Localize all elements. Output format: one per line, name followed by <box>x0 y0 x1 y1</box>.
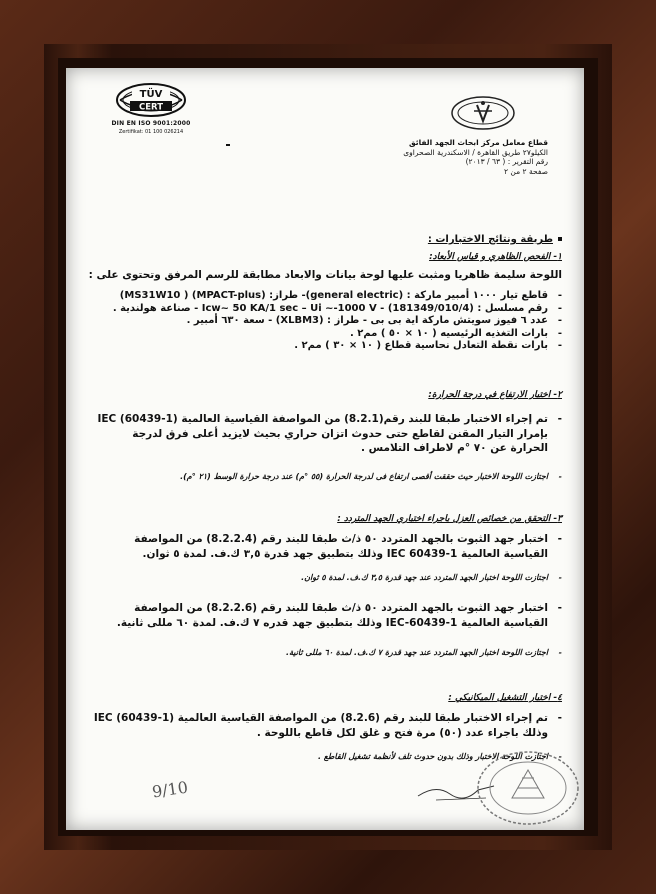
cert-standard: DIN EN ISO 9001:2000 <box>111 120 191 127</box>
handwritten-note: 9/10 <box>150 777 190 802</box>
svg-text:CERT: CERT <box>138 102 164 113</box>
institution-seal-logo <box>450 94 516 132</box>
section-1-list <box>113 290 562 353</box>
org-line-1: قطاع معامل مركز ابحاث الجهد الفائق <box>409 138 548 147</box>
section-2-paragraph: - تم إجراء الاختبار طبقا للبند رقم(8.2.1) من المواصفة القياسية العالمية IEC (60439-1) بإمرار التيار المقنن لقاطع حتى حدوث اتزان حراري بحيث لايزيد أعلى فرق لدرجة الحرارة عن ٧٠ °م لاطراف التلامس . <box>92 412 562 456</box>
section-3-paragraph-1: - اختبار جهد الثبوت بالجهد المتردد ٥٠ ذ/ث طبقا للبند رقم (8.2.2.4) من المواصفة القياسية العالمية IEC 60439-1 وذلك بتطبيق جهد قدرة ٣,٥ ك.ف. لمدة ٥ ثوان. <box>92 532 562 561</box>
section-2-result: - اجتازت اللوحة الاختبار حيث حققت أقصى ارتفاع فى لدرجة الحرارة (٥٥ °م) عند درجة حرارة الوسط (٢١ °م). <box>180 472 562 481</box>
section-4-paragraph: - تم إجراء الاختبار طبقا للبند رقم (8.2.6) من المواصفة القياسية العالمية IEC (60439-1) وذلك باجراء عدد (٥٠) مرة فتح و غلق لكل قاطع باللوحة . <box>88 711 562 740</box>
official-stamp-icon <box>472 748 584 828</box>
institution-header <box>348 138 548 176</box>
list-item: - قاطع تيار ١٠٠٠ أمبير ماركة : (general electric)- طراز: (MPACT-plus) ( MS31W10) <box>113 290 562 303</box>
section-4-result: - اجتازت اللوحة الاختبار وذلك بدون حدوث تلف لأنظمة تشغيل القاطع . <box>318 752 562 761</box>
section-2-heading: ٢- اختبار الارتفاع في درجة الحرارة: <box>428 390 562 400</box>
list-item: - رقم مسلسل : (181349/010/4) - Icw~ 50 KA/1 sec – Ui ~-1000 V - صناعة هولندية . <box>113 303 562 316</box>
document-page <box>66 68 584 830</box>
list-item: - بارات التغذيه الرئيسيه ( ١٠ × ٥٠ ) مم٢ . <box>113 328 562 341</box>
cert-number: Zertifikat: 01 100 026214 <box>118 129 184 135</box>
main-heading: طريقة ونتائج الاختبارات : <box>428 234 562 245</box>
list-item: - بارات نقطة التعادل نحاسية قطاع ( ١٠ × ٣٠ ) مم٢ . <box>113 340 562 353</box>
square-bullet-icon <box>558 237 562 241</box>
section-4-heading: ٤- اختبار التشغيل الميكانيكي : <box>448 693 562 703</box>
section-1-heading: ١- الفحص الظاهري و قياس الأبعاد: <box>429 252 562 262</box>
tuv-cert-logo <box>114 80 188 120</box>
section-1-intro: اللوحة سليمة ظاهريا ومثبت عليها لوحة بيانات والابعاد مطابقة للرسم المرفق وتحتوى على : <box>88 269 562 281</box>
org-line-2: الكيلو٢٧ طريق القاهرة / الاسكندرية الصحراوى <box>403 147 548 157</box>
section-3-result-1: - اجتازت اللوحة اختبار الجهد المتردد عند جهد قدرة ٣,٥ ك.ف. لمدة ٥ ثوان. <box>301 573 562 582</box>
section-3-result-2: - اجتازت اللوحة اختبار الجهد المتردد عند جهد قدرة ٧ ك.ف. لمدة ٦٠ مللى ثانية. <box>286 648 562 657</box>
section-3-paragraph-2: - اختبار جهد الثبوت بالجهد المتردد ٥٠ ذ/ث طبقا للبند رقم (8.2.2.6) من المواصفة القياسية العالمية IEC-60439-1 وذلك بتطبيق جهد قدره ٧ ك.ف. لمدة ٦٠ مللى ثانية. <box>92 601 562 630</box>
ink-mark <box>226 144 230 146</box>
report-number: رقم التقرير : ( ٦٣ / ٢٠١٣) <box>465 157 548 166</box>
section-3-heading: ٣- التحقق من خصائص العزل باجراء اختباري الجهد المتردد : <box>337 514 562 524</box>
svg-text:TÜV: TÜV <box>139 89 163 100</box>
list-item: - عدد ٦ فيوز سويتش ماركة اية بى بى - طراز : (XLBM3) - سعة ٦٣٠ أمبير . <box>113 315 562 328</box>
page-number: صفحة ٢ من ٢ <box>504 166 548 176</box>
